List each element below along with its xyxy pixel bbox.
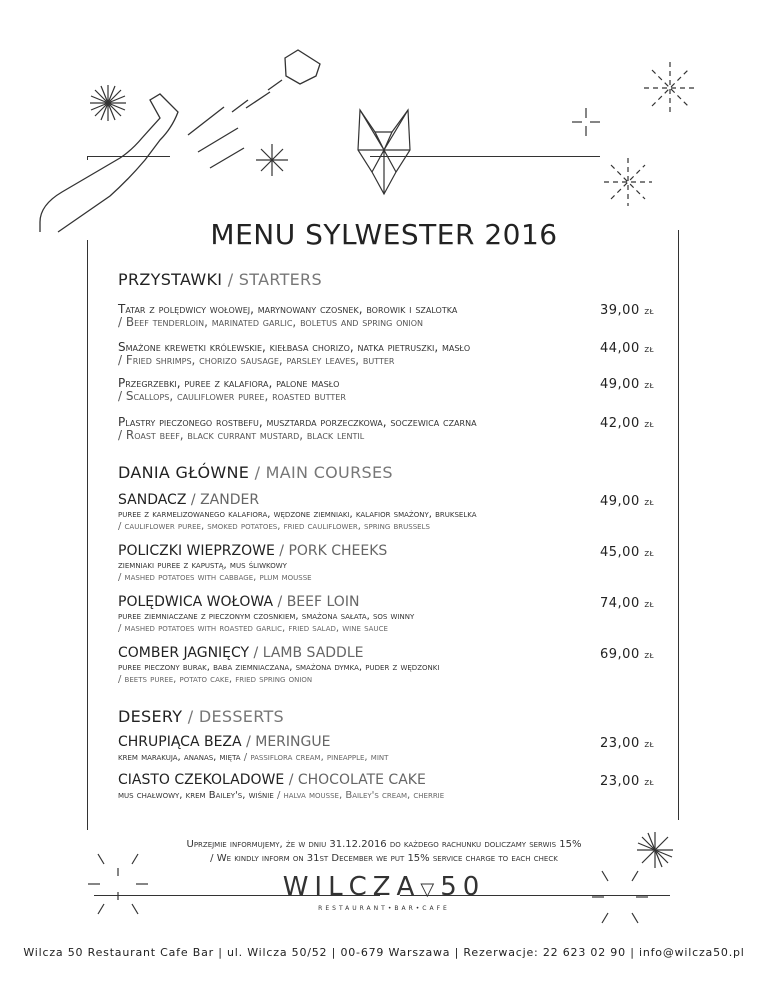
section-pl: DANIA GŁÓWNE [118,463,250,482]
item-price: 42,00 zł [600,416,655,431]
section-pl: DESERY [118,707,183,726]
section-starters [118,270,322,289]
item-pl: Plastry pieczonego rostbefu, musztarda porzeczkowa, soczewica czarna [118,415,477,429]
item-en: / Fried shrimps, chorizo sausage, parsley leaves, butter [118,353,395,367]
item-price: 45,00 zł [600,545,655,560]
item-price: 23,00 zł [600,736,655,751]
item-en: / Roast beef, black currant mustard, black lentil [118,428,365,442]
dish-desc: puree z karmelizowanego kalafiora, wędzone ziemniaki, kalafior smażony, brukselka / cauliflower puree, smoked potatoes, fried cauliflower, spring brussels [118,509,477,532]
item-en: / Beef tenderloin, marinated garlic, boletus and spring onion [118,315,424,329]
dish-name: CIASTO CZEKOLADOWE / CHOCOLATE CAKE [118,772,426,788]
dish-name: SANDACZ / ZANDER [118,492,260,508]
dish-name: POLICZKI WIEPRZOWE / PORK CHEEKS [118,543,388,559]
item-en: / Scallops, cauliflower puree, roasted butter [118,389,346,403]
dish-desc: puree pieczony burak, baba ziemniaczana, smażona dymka, puder z wędzonki / beets puree, potato cake, fried spring onion [118,662,440,685]
dish-name: COMBER JAGNIĘCY / LAMB SADDLE [118,645,364,661]
item-price: 69,00 zł [600,647,655,662]
section-sep: / [254,463,261,482]
menu-title: MENU SYLWESTER 2016 [210,218,558,251]
wolf-head-icon [358,110,410,194]
list-item [118,377,588,403]
section-desserts [118,707,284,726]
logo: WILCZA▽50 [282,872,486,902]
champagne-bottle-icon [40,50,320,232]
list-item [118,416,588,442]
notice-en: / We kindly inform on 31st December we put 15% service charge to each check [210,853,558,864]
dish-name: POLĘDWICA WOŁOWA / BEEF LOIN [118,594,360,610]
service-notice [0,838,768,866]
section-mains [118,463,393,482]
section-sep: / [227,270,234,289]
footer-contact: Wilcza 50 Restaurant Cafe Bar | ul. Wilcza 50/52 | 00-679 Warszawa | Rezerwacje: 22 623 02 90 | info@wilcza50.pl [23,946,745,959]
dish-desc: mus chałwowy, krem Bailey's, wiśnie / halva mousse, Bailey's cream, cherrie [118,790,445,801]
list-item [118,303,588,329]
logo-subtitle: RESTAURANT•BAR•CAFE [318,905,450,912]
item-price: 49,00 zł [600,377,655,392]
section-en: DESSERTS [198,707,284,726]
dish-name: CHRUPIĄCA BEZA / MERINGUE [118,734,331,750]
dish-desc: krem marakuja, ananas, mięta / passiflora cream, pineapple, mint [118,752,389,763]
notice-pl: Uprzejmie informujemy, że w dniu 31.12.2016 do każdego rachunku doliczamy serwis 15% [186,839,582,850]
item-price: 39,00 zł [600,303,655,318]
list-item [118,341,588,367]
section-pl: PRZYSTAWKI [118,270,223,289]
item-price: 44,00 zł [600,341,655,356]
item-pl: Smażone krewetki królewskie, kiełbasa chorizo, natka pietruszki, masło [118,340,471,354]
section-en: STARTERS [238,270,322,289]
section-sep: / [187,707,194,726]
item-pl: Przegrzebki, puree z kalafiora, palone masło [118,376,340,390]
item-price: 23,00 zł [600,774,655,789]
dish-desc: ziemniaki puree z kapustą, mus śliwkowy / mashed potatoes with cabbage, plum mousse [118,560,312,583]
dish-desc: puree ziemniaczane z pieczonym czosnkiem, smażona sałata, sos winny / mashed potatoes with roasted garlic, fried salad, wine sauce [118,611,415,634]
item-price: 74,00 zł [600,596,655,611]
item-pl: Tatar z polędwicy wołowej, marynowany czosnek, borowik i szalotka [118,302,458,316]
item-price: 49,00 zł [600,494,655,509]
section-en: MAIN COURSES [265,463,393,482]
